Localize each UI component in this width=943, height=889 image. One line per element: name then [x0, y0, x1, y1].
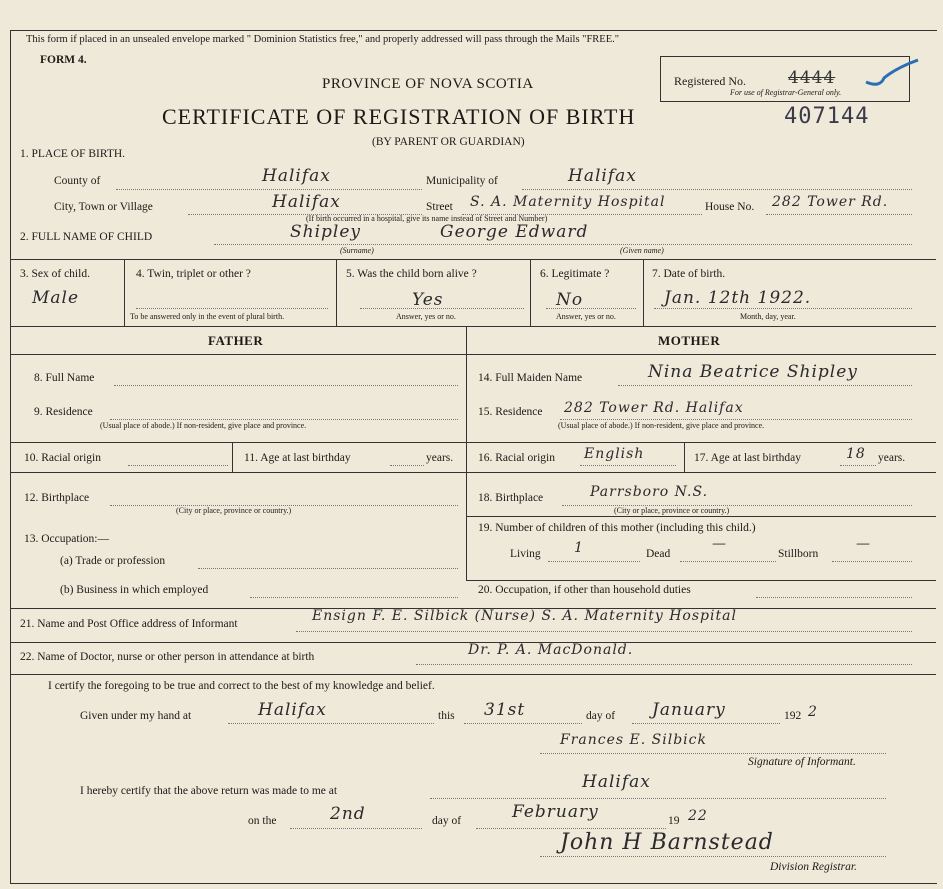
municipality-value: Halifax	[568, 166, 637, 186]
child-given-name: George Edward	[440, 222, 589, 242]
municipality-label: Municipality of	[426, 175, 498, 187]
county-value: Halifax	[262, 166, 331, 186]
dead-value: —	[712, 536, 727, 552]
given-day: 31st	[484, 700, 526, 720]
registered-number: 4444	[788, 68, 836, 88]
mother-birthplace-value: Parrsboro N.S.	[590, 484, 709, 500]
father-heading: FATHER	[208, 333, 264, 348]
mother-residence-note: (Usual place of abode.) If non-resident, give place and province.	[558, 421, 765, 430]
house-number-value: 282 Tower Rd.	[772, 194, 889, 210]
mother-maiden-value: Nina Beatrice Shipley	[648, 362, 858, 382]
father-birthplace-label: 12. Birthplace	[24, 492, 90, 504]
twin-label: 4. Twin, triplet or other ?	[136, 268, 251, 280]
mother-age-label: 17. Age at last birthday	[694, 452, 801, 464]
children-count-label: 19. Number of children of this mother (including this child.)	[478, 522, 756, 534]
return-day: 2nd	[330, 804, 366, 824]
mother-residence-label: 15. Residence	[478, 406, 543, 418]
province-heading: PROVINCE OF NOVA SCOTIA	[322, 76, 534, 92]
stillborn-value: —	[856, 536, 871, 552]
alive-note: Answer, yes or no.	[396, 312, 456, 321]
hospital-note: (If birth occurred in a hospital, give its name instead of Street and Number)	[306, 214, 548, 223]
given-month: January	[652, 700, 726, 720]
registrar-signature: John H Barnstead	[560, 830, 774, 855]
father-trade-label: (a) Trade or profession	[60, 555, 166, 567]
mother-racial-label: 16. Racial origin	[478, 452, 555, 464]
mother-age-value: 18	[846, 446, 866, 462]
father-business-label: (b) Business in which employed	[60, 584, 209, 596]
sex-value: Male	[32, 288, 80, 308]
signature-label: Signature of Informant.	[748, 756, 856, 768]
father-birthplace-note: (City or place, province or country.)	[176, 506, 292, 515]
informant-signature: Frances E. Silbick	[560, 732, 707, 748]
father-name-label: 8. Full Name	[34, 372, 95, 384]
date-note: Month, day, year.	[740, 312, 796, 321]
surname-caption: (Surname)	[340, 246, 374, 255]
father-racial-label: 10. Racial origin	[24, 452, 101, 464]
return-month: February	[512, 802, 599, 822]
father-residence-label: 9. Residence	[34, 406, 93, 418]
father-residence-note: (Usual place of abode.) If non-resident, give place and province.	[100, 421, 307, 430]
postal-notice: This form if placed in an unsealed envelope marked " Dominion Statistics free," and properly addressed will pass through the Mails "FREE."	[26, 34, 620, 45]
attendant-label: 22. Name of Doctor, nurse or other person in attendance at birth	[20, 651, 315, 663]
informant-label: 21. Name and Post Office address of Informant	[20, 618, 238, 630]
day-of-label: day of	[586, 710, 616, 722]
return-year: 22	[688, 808, 708, 824]
form-number: FORM 4.	[40, 54, 87, 66]
twin-note: To be answered only in the event of plural birth.	[130, 312, 285, 321]
alive-value: Yes	[412, 290, 444, 310]
this-label: this	[438, 710, 455, 722]
legitimate-label: 6. Legitimate ?	[540, 268, 610, 280]
informant-value: Ensign F. E. Silbick (Nurse) S. A. Maternity Hospital	[312, 608, 737, 624]
mother-maiden-label: 14. Full Maiden Name	[478, 372, 583, 384]
given-label: Given under my hand at	[80, 710, 192, 722]
checkmark-icon	[862, 58, 922, 103]
living-label: Living	[510, 548, 541, 560]
city-value: Halifax	[272, 192, 341, 212]
city-label: City, Town or Village	[54, 201, 153, 213]
attendant-value: Dr. P. A. MacDonald.	[468, 642, 634, 658]
stamped-number: 407144	[784, 104, 870, 129]
certificate-title: CERTIFICATE OF REGISTRATION OF BIRTH	[162, 104, 636, 129]
street-value: S. A. Maternity Hospital	[470, 194, 666, 210]
mother-birthplace-label: 18. Birthplace	[478, 492, 544, 504]
given-caption: (Given name)	[620, 246, 664, 255]
legitimate-value: No	[556, 290, 584, 310]
street-label: Street	[426, 201, 453, 213]
return-year-prefix: 19	[668, 815, 680, 827]
mother-heading: MOTHER	[658, 333, 721, 348]
given-year: 2	[808, 704, 818, 720]
child-name-label: 2. FULL NAME OF CHILD	[20, 231, 153, 243]
certificate-subtitle: (BY PARENT OR GUARDIAN)	[372, 136, 525, 148]
mother-age-unit: years.	[878, 452, 906, 464]
mother-residence-value: 282 Tower Rd. Halifax	[564, 400, 744, 416]
registrar-use-note: For use of Registrar-General only.	[730, 88, 842, 97]
return-day-of-label: day of	[432, 815, 462, 827]
date-label: 7. Date of birth.	[652, 268, 726, 280]
sex-label: 3. Sex of child.	[20, 268, 90, 280]
county-label: County of	[54, 175, 101, 187]
year-prefix: 192	[784, 710, 802, 722]
registrar-label: Division Registrar.	[770, 861, 857, 873]
given-place: Halifax	[258, 700, 327, 720]
father-age-label: 11. Age at last birthday	[244, 452, 351, 464]
date-value: Jan. 12th 1922.	[664, 288, 812, 308]
alive-label: 5. Was the child born alive ?	[346, 268, 477, 280]
certify-statement: I certify the foregoing to be true and correct to the best of my knowledge and belief.	[48, 680, 435, 692]
stillborn-label: Stillborn	[778, 548, 819, 560]
father-occupation-label: 13. Occupation:—	[24, 533, 109, 545]
living-value: 1	[574, 540, 584, 556]
child-surname: Shipley	[290, 222, 362, 242]
dead-label: Dead	[646, 548, 671, 560]
mother-occupation-label: 20. Occupation, if other than household duties	[478, 584, 691, 596]
place-of-birth-heading: 1. PLACE OF BIRTH.	[20, 148, 126, 160]
father-age-unit: years.	[426, 452, 454, 464]
mother-racial-value: English	[584, 446, 645, 462]
return-statement: I hereby certify that the above return was made to me at	[80, 785, 338, 797]
on-the-label: on the	[248, 815, 277, 827]
return-place: Halifax	[582, 772, 651, 792]
house-number-label: House No.	[705, 201, 755, 213]
legitimate-note: Answer, yes or no.	[556, 312, 616, 321]
registered-label: Registered No.	[674, 74, 746, 88]
mother-birthplace-note: (City or place, province or country.)	[614, 506, 730, 515]
